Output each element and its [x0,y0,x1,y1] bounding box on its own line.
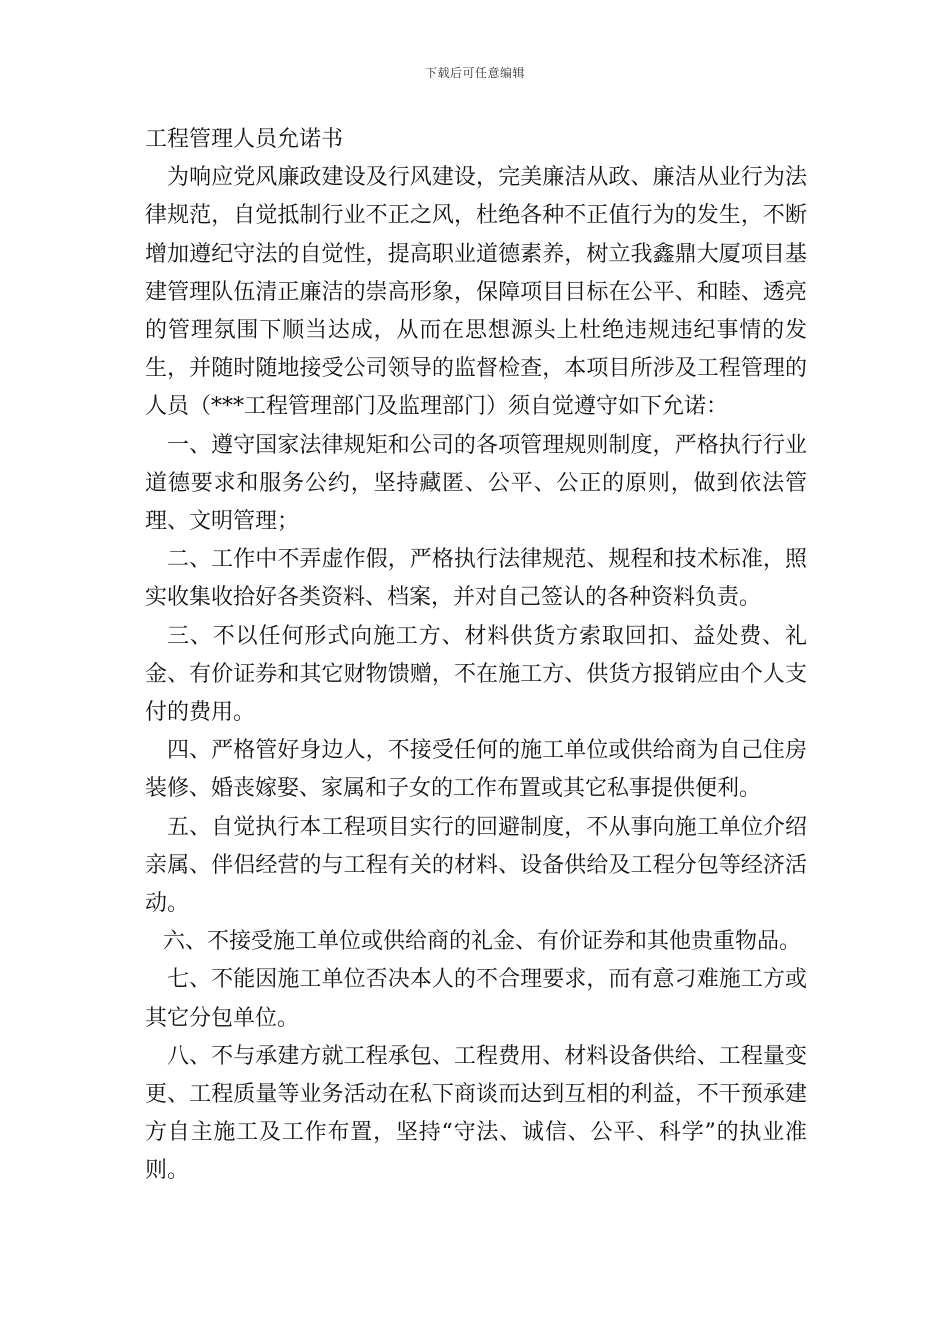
clause-3: 三、不以任何形式向施工方、材料供货方索取回扣、益处费、礼金、有价证券和其它财物馈赠，不在施工方、供货方报销应由个人支付的费用。 [145,623,807,726]
page-header: 下载后可任意编辑 [424,66,525,80]
clause-8: 八、不与承建方就工程承包、工程费用、材料设备供给、工程量变更、工程质量等业务活动在私下商谈而达到互相的利益，不干预承建方自主施工及工作布置，坚持“守法、诚信、公平、科学”的执业准则。 [145,1043,807,1184]
intro-paragraph: 为响应党风廉政建设及行风建设，完美廉洁从政、廉洁从业行为法律规范，自觉抵制行业不正之风，杜绝各种不正值行为的发生，不断增加遵纪守法的自觉性，提高职业道德素养，树立我鑫鼎大厦项目基建管理队伍清正廉洁的崇高形象，保障项目目标在公平、和睦、透亮的管理氛围下顺当达成，从而在思想源头上杜绝违规违纪事情的发生，并随时随地接受公司领导的监督检查，本项目所涉及工程管理的人员（***工程管理部门及监理部门）须自觉遵守如下允诺： [145,165,807,420]
clause-6: 六、不接受施工单位或供给商的礼金、有价证券和其他贵重物品。 [163,929,802,955]
clause-7: 七、不能因施工单位否决本人的不合理要求，而有意刁难施工方或其它分包单位。 [145,967,807,1031]
clause-5: 五、自觉执行本工程项目实行的回避制度，不从事向施工单位介绍亲属、伴侣经营的与工程有关的材料、设备供给及工程分包等经济活动。 [145,814,807,917]
clause-1: 一、遵守国家法律规矩和公司的各项管理规则制度，严格执行行业道德要求和服务公约，坚持藏匿、公平、公正的原则，做到依法管理、文明管理； [145,432,807,535]
clause-2: 二、工作中不弄虚作假，严格执行法律规范、规程和技术标准，照实收集收拾好各类资料、档案，并对自己签认的各种资料负责。 [145,547,807,611]
clause-4: 四、严格管好身边人，不接受任何的施工单位或供给商为自己住房装修、婚丧嫁娶、家属和子女的工作布置或其它私事提供便利。 [145,738,807,802]
document-body [145,121,807,1191]
document-title: 工程管理人员允诺书 [145,127,344,152]
